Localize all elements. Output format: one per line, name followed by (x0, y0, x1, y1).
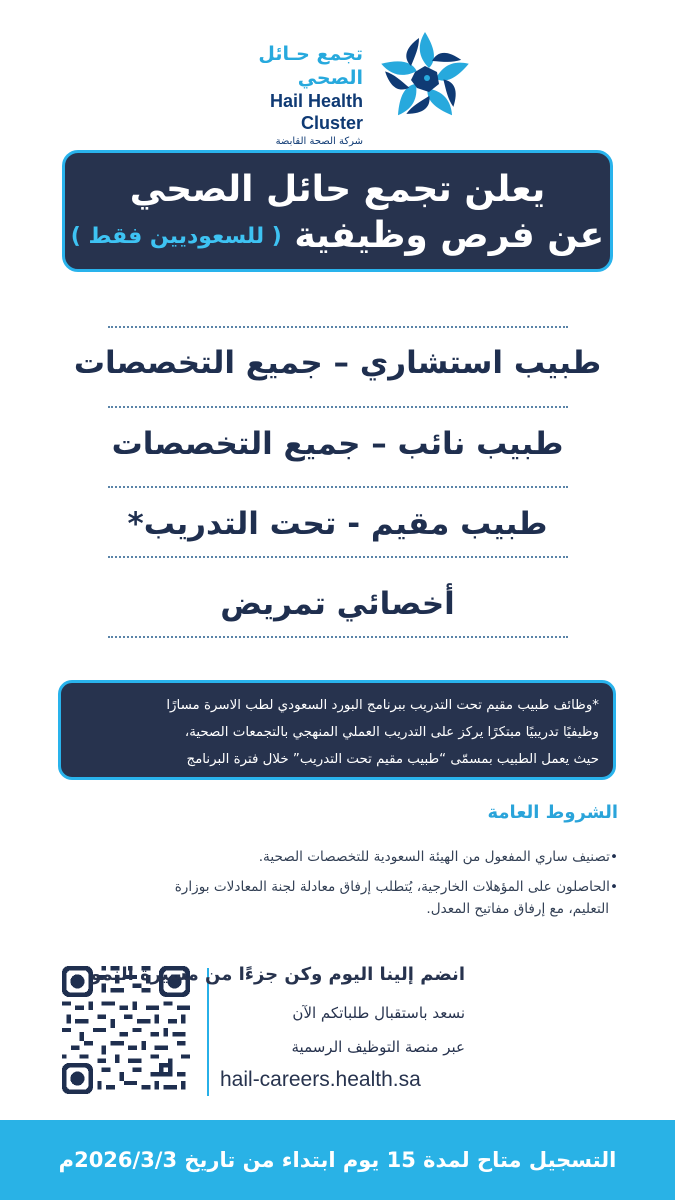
careers-url-link[interactable]: hail-careers.health.sa (220, 1068, 421, 1091)
resident-program-note (58, 680, 616, 780)
cta-title: انضم إلينا اليوم وكن جزءًا من مسيرة النمو (90, 964, 465, 985)
job-consultant: طبيب استشاري – جميع التخصصات (73, 345, 602, 381)
condition-item-1 (58, 846, 618, 868)
job-deputy: طبيب نائب – جميع التخصصات (111, 426, 564, 462)
logo-subtitle: شركة الصحة القابضة (275, 136, 363, 147)
hail-health-star-logo-icon (375, 28, 475, 128)
announcement-line-2-main: عن فرص وظيفية (294, 215, 605, 256)
logo-name-arabic: تجمع حـائل الصحي (258, 43, 363, 89)
divider-vertical (207, 968, 209, 1096)
note-line-3: حيث يعمل الطبيب بمسمّى “طبيب مقيم تحت التدريب” خلال فترة البرنامج (186, 752, 599, 767)
cta-line-1: نسعد باستقبال طلباتكم الآن (292, 1004, 465, 1022)
announcement-line-1: يعلن تجمع حائل الصحي (129, 169, 546, 210)
bullet-icon: • (609, 879, 618, 895)
divider (108, 406, 568, 408)
qr-code-icon[interactable] (62, 966, 190, 1094)
condition-item-2-text-line-1: الحاصلون على المؤهلات الخارجية، يُتطلب إرفاق معادلة لجنة المعادلات بوزارة (174, 879, 610, 895)
cta-line-2: عبر منصة التوظيف الرسمية (291, 1038, 465, 1056)
logo (205, 28, 475, 147)
job-nursing-specialist: أخصائي تمريض (220, 586, 455, 622)
registration-footer: التسجيل متاح لمدة 15 يوم ابتداء من تاريخ 2026/3/3م (0, 1120, 675, 1200)
condition-item-1-text: تصنيف ساري المفعول من الهيئة السعودية للتخصصات الصحية. (258, 849, 610, 865)
announcement-line-2 (65, 213, 610, 260)
bullet-icon: • (609, 849, 618, 865)
divider (108, 556, 568, 558)
logo-name-english: Hail Health Cluster (269, 91, 363, 133)
announcement-banner (62, 150, 613, 272)
saudi-only-highlight: ( للسعوديين فقط ) (70, 224, 282, 249)
condition-item-2 (58, 876, 618, 898)
note-line-1: *وظائف طبيب مقيم تحت التدريب ببرنامج البورد السعودي لطب الاسرة مسارًا (166, 698, 599, 713)
divider (108, 486, 568, 488)
job-resident-trainee: طبيب مقيم - تحت التدريب* (127, 506, 548, 542)
divider (108, 326, 568, 328)
condition-item-2-continued: التعليم، مع إرفاق مفاتيح المعدل. (426, 901, 609, 917)
note-line-2: وظيفيًا تدريبيًا مبتكرًا يركز على التدريب العملي المنهجي بالتجمعات الصحية، (184, 725, 599, 740)
divider (108, 636, 568, 638)
conditions-title: الشروط العامة (487, 802, 618, 823)
